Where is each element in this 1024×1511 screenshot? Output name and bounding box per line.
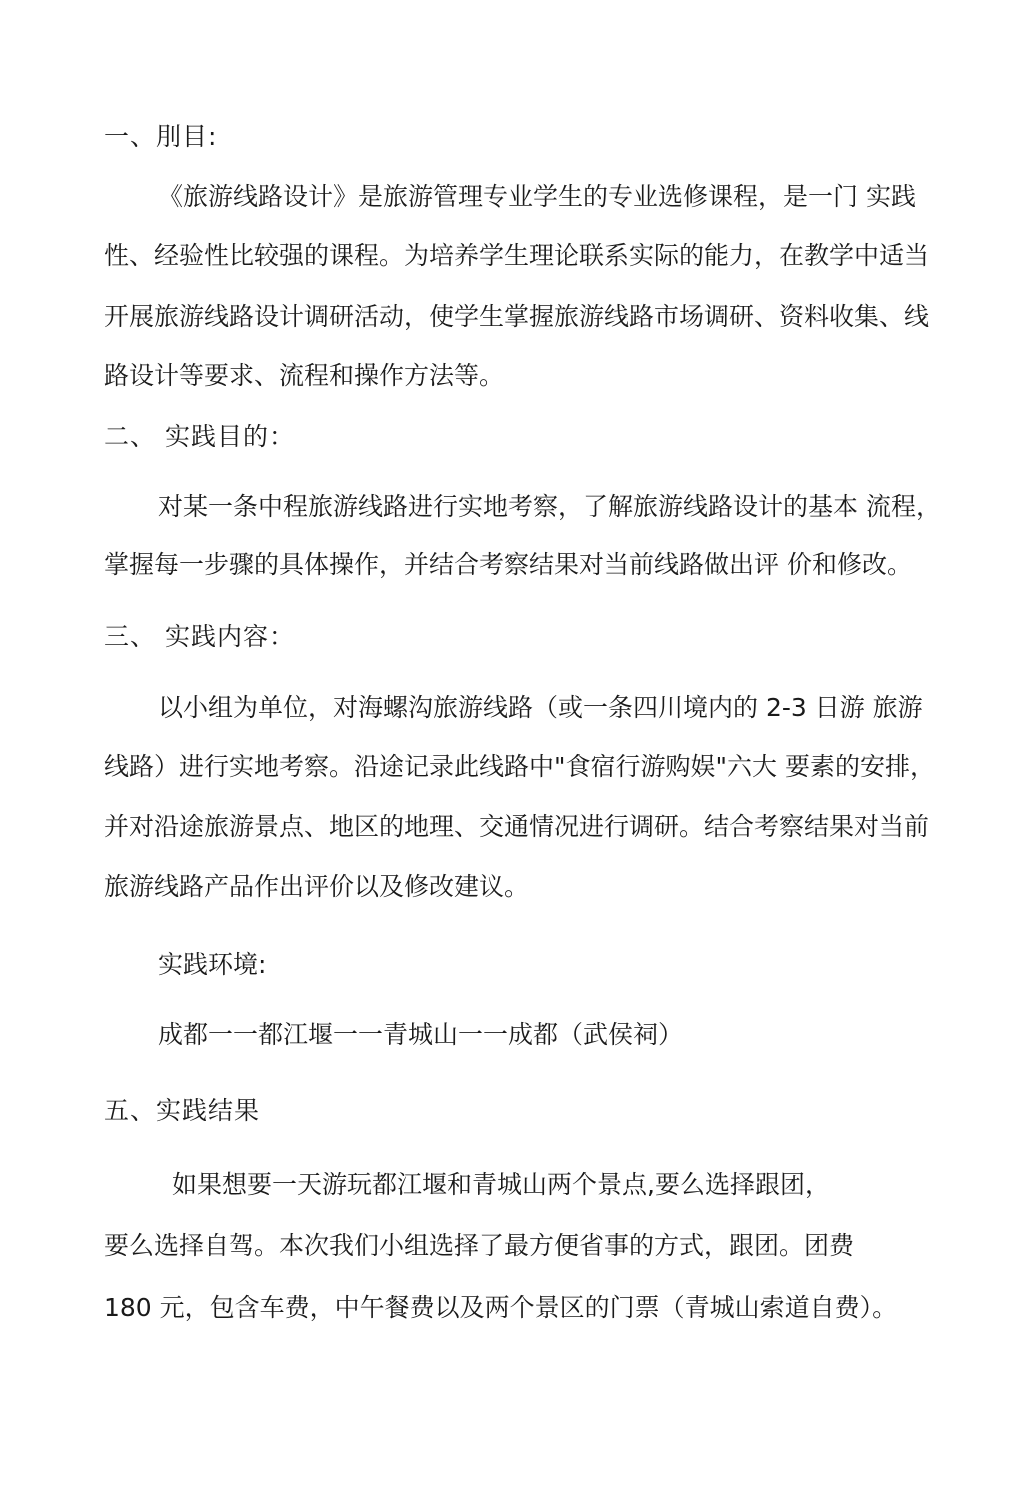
paragraph-line: 开展旅游线路设计调研活动，使学生掌握旅游线路市场调研、资料收集、线	[104, 302, 930, 331]
paragraph-line: 如果想要一天游玩都江堰和青城山两个景点,要么选择跟团，	[172, 1170, 830, 1199]
paragraph-line: 线路）进行实地考察。沿途记录此线路中"食宿行游购娱"六大 要素的安排，	[104, 752, 935, 781]
paragraph-line: 《旅游线路设计》是旅游管理专业学生的专业选修课程，是一门 实践	[158, 182, 916, 211]
paragraph-line: 并对沿途旅游景点、地区的地理、交通情况进行调研。结合考察结果对当前	[104, 812, 930, 841]
paragraph-line: 180 元，包含车费，中午餐费以及两个景区的门票（青城山索道自费）。	[104, 1293, 898, 1322]
section-heading-2: 二、 实践目的：	[104, 422, 295, 451]
paragraph-line: 要么选择自驾。本次我们小组选择了最方便省事的方式，跟团。团费	[104, 1231, 855, 1260]
paragraph-line: 以小组为单位，对海螺沟旅游线路（或一条四川境内的 2-3 日游 旅游	[158, 693, 923, 722]
section-heading-1: 一、刖目:	[104, 122, 218, 151]
practice-environment-label: 实践环境:	[158, 950, 267, 979]
paragraph-line: 旅游线路产品作出评价以及修改建议。	[104, 872, 530, 901]
paragraph-line: 对某一条中程旅游线路进行实地考察，了解旅游线路设计的基本 流程，	[158, 492, 941, 521]
route-line: 成都一一都江堰一一青城山一一成都（武侯祠）	[158, 1020, 684, 1049]
section-heading-3: 三、 实践内容：	[104, 622, 295, 651]
paragraph-line: 掌握每一步骤的具体操作，并结合考察结果对当前线路做出评 价和修改。	[104, 550, 912, 579]
section-heading-5: 五、实践结果	[104, 1096, 261, 1125]
paragraph-line: 性、经验性比较强的课程。为培养学生理论联系实际的能力，在教学中适当	[104, 241, 930, 270]
paragraph-line: 路设计等要求、流程和操作方法等。	[104, 361, 505, 390]
